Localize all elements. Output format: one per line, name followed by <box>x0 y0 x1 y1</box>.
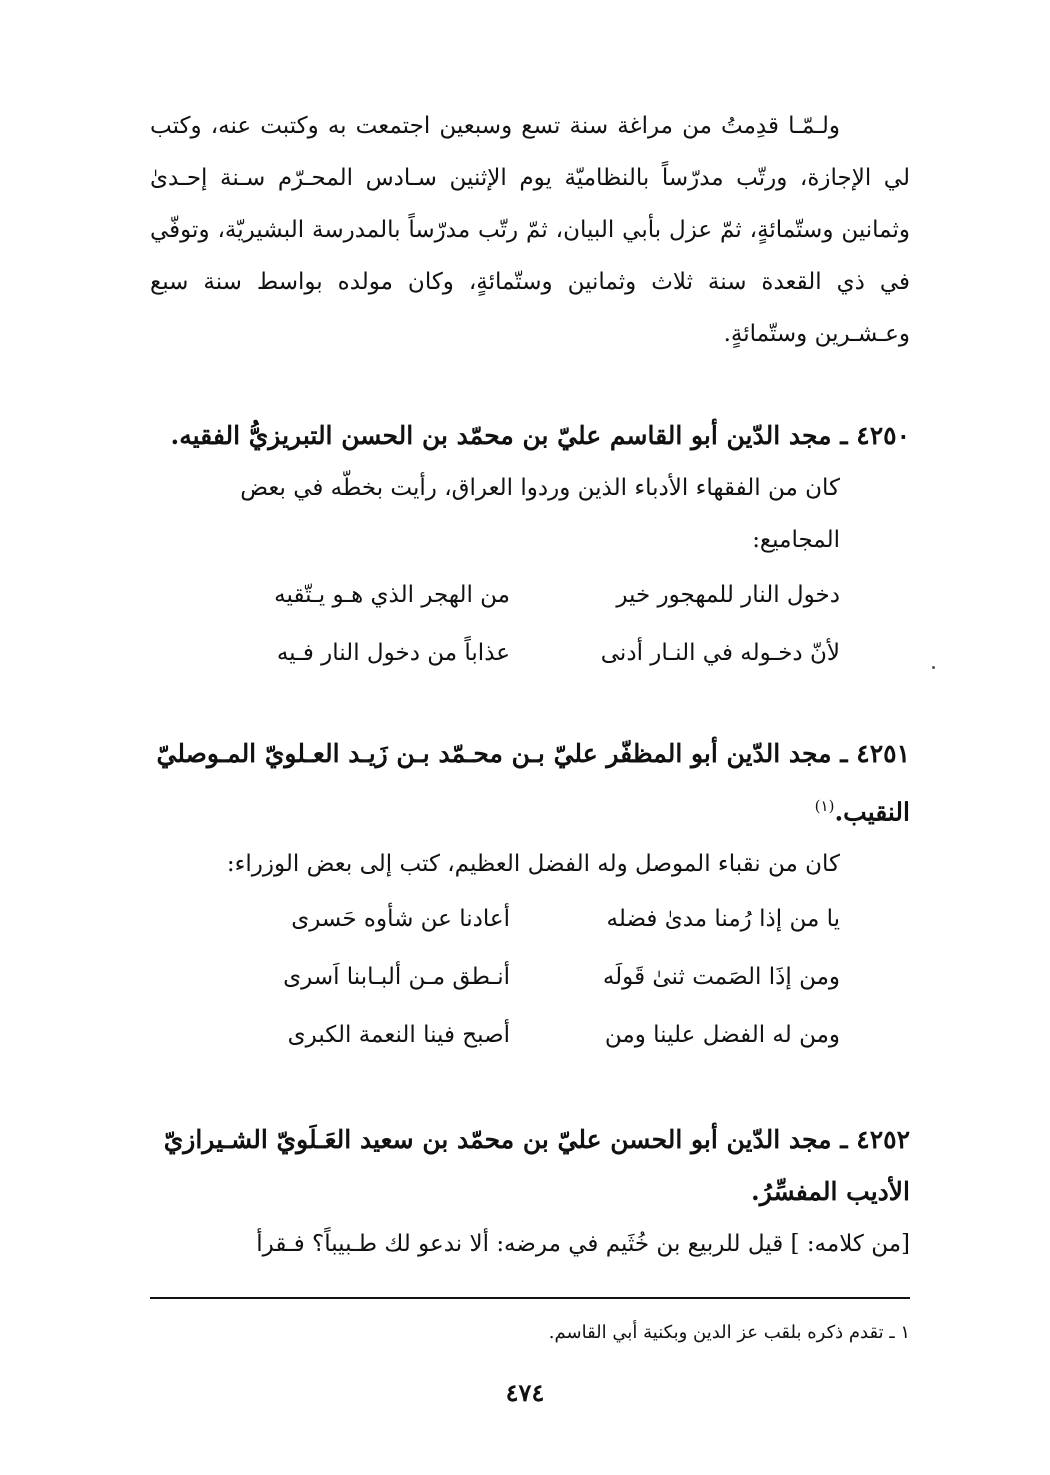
entry-4251 <box>150 728 910 1064</box>
entry-title: ٤٢٥٠ ـ مجد الدّين أبو القاسم عليّ بن محمّد بن الحسن التبريزيُّ الفقيه. <box>170 421 910 450</box>
verse-line <box>150 890 910 948</box>
verse-line <box>150 948 910 1006</box>
verse-line <box>150 624 910 682</box>
entry-4250 <box>150 410 910 682</box>
verse-line <box>150 566 910 624</box>
verse-hemistich: دخول النار للمهجور خير <box>616 582 840 608</box>
verse-line <box>150 1006 910 1064</box>
verse-hemistich: ومن له الفضل علينا ومن <box>604 1022 840 1049</box>
verse-hemistich: ومن إذَا الصَمت ثنىٰ قَولَه <box>602 964 840 991</box>
verse-hemistich: أعادنا عن شأوه حَسرى <box>291 906 510 933</box>
entry-title: ٤٢٥٢ ـ مجد الدّين أبو الحسن عليّ بن محمّد بن سعيد العَـلَويّ الشـيرازيّ الأديب المفسِّرُ. <box>163 1125 910 1207</box>
entry-text: كان من نقباء الموصل وله الفضل العظيم، كتب إلى بعض الوزراء: <box>226 851 840 878</box>
verse-hemistich: أصبح فينا النعمة الكبرى <box>287 1022 510 1049</box>
verse-hemistich: لأنّ دخـوله في النـار أدنى <box>600 640 840 666</box>
footnote: ١ ـ تقدم ذكره بلقب عز الدين وبكنية أبي القاسم. <box>548 1322 910 1343</box>
entry-4252 <box>150 1114 910 1270</box>
verse-hemistich: من الهجر الذي هـو يـتّقيه <box>274 582 510 608</box>
intro-paragraph: ولـمّـا قدِمتُ من مراغة سنة تسع وسبعين اجتمعت به وكتبت عنه، وكتب لي الإجازة، ورتّب مدرّساً بالنظاميّة يوم الإثنين سـادس المحـرّم سـنة إحـدىٰ وثمانين وستّمائةٍ، ثمّ عزل بأبي البيان، ثمّ رتّب مدرّساً بالمدرسة البشيريّة، وتوفّي في ذي القعدة سنة ثلاث وثمانين وستّمائةٍ، وكان مولده بواسط سنة سبع وعـشـرين وستّمائةٍ. <box>150 113 910 347</box>
footnote-ref[interactable]: (١) <box>814 797 835 815</box>
entry-text: كان من الفقهاء الأدباء الذين وردوا العراق، رأيت بخطّه في بعض المجاميع: <box>240 475 840 553</box>
verse-hemistich: يا من إذا رُمنا مدىٰ فضله <box>606 906 840 933</box>
page-number: ٤٧٤ <box>505 1378 545 1407</box>
verse-hemistich: عذاباً من دخول النار فـيه <box>276 640 510 666</box>
page-body <box>150 100 910 1270</box>
verse-hemistich: أنـطق مـن ألبـابنا اَسرى <box>283 964 510 991</box>
footnote-divider <box>150 1297 910 1299</box>
scan-speck <box>932 666 935 669</box>
entry-text: [من كلامه: ] قيل للربيع بن خُثَيم في مرضه: ألا ندعو لك طـبيباً؟ فـقرأ <box>256 1231 910 1258</box>
entry-title: ٤٢٥١ ـ مجد الدّين أبو المظفّر عليّ بـن محـمّد بـن زَيـد العـلويّ المـوصليّ النقيب.$^{(١)}$ <box>156 739 910 827</box>
